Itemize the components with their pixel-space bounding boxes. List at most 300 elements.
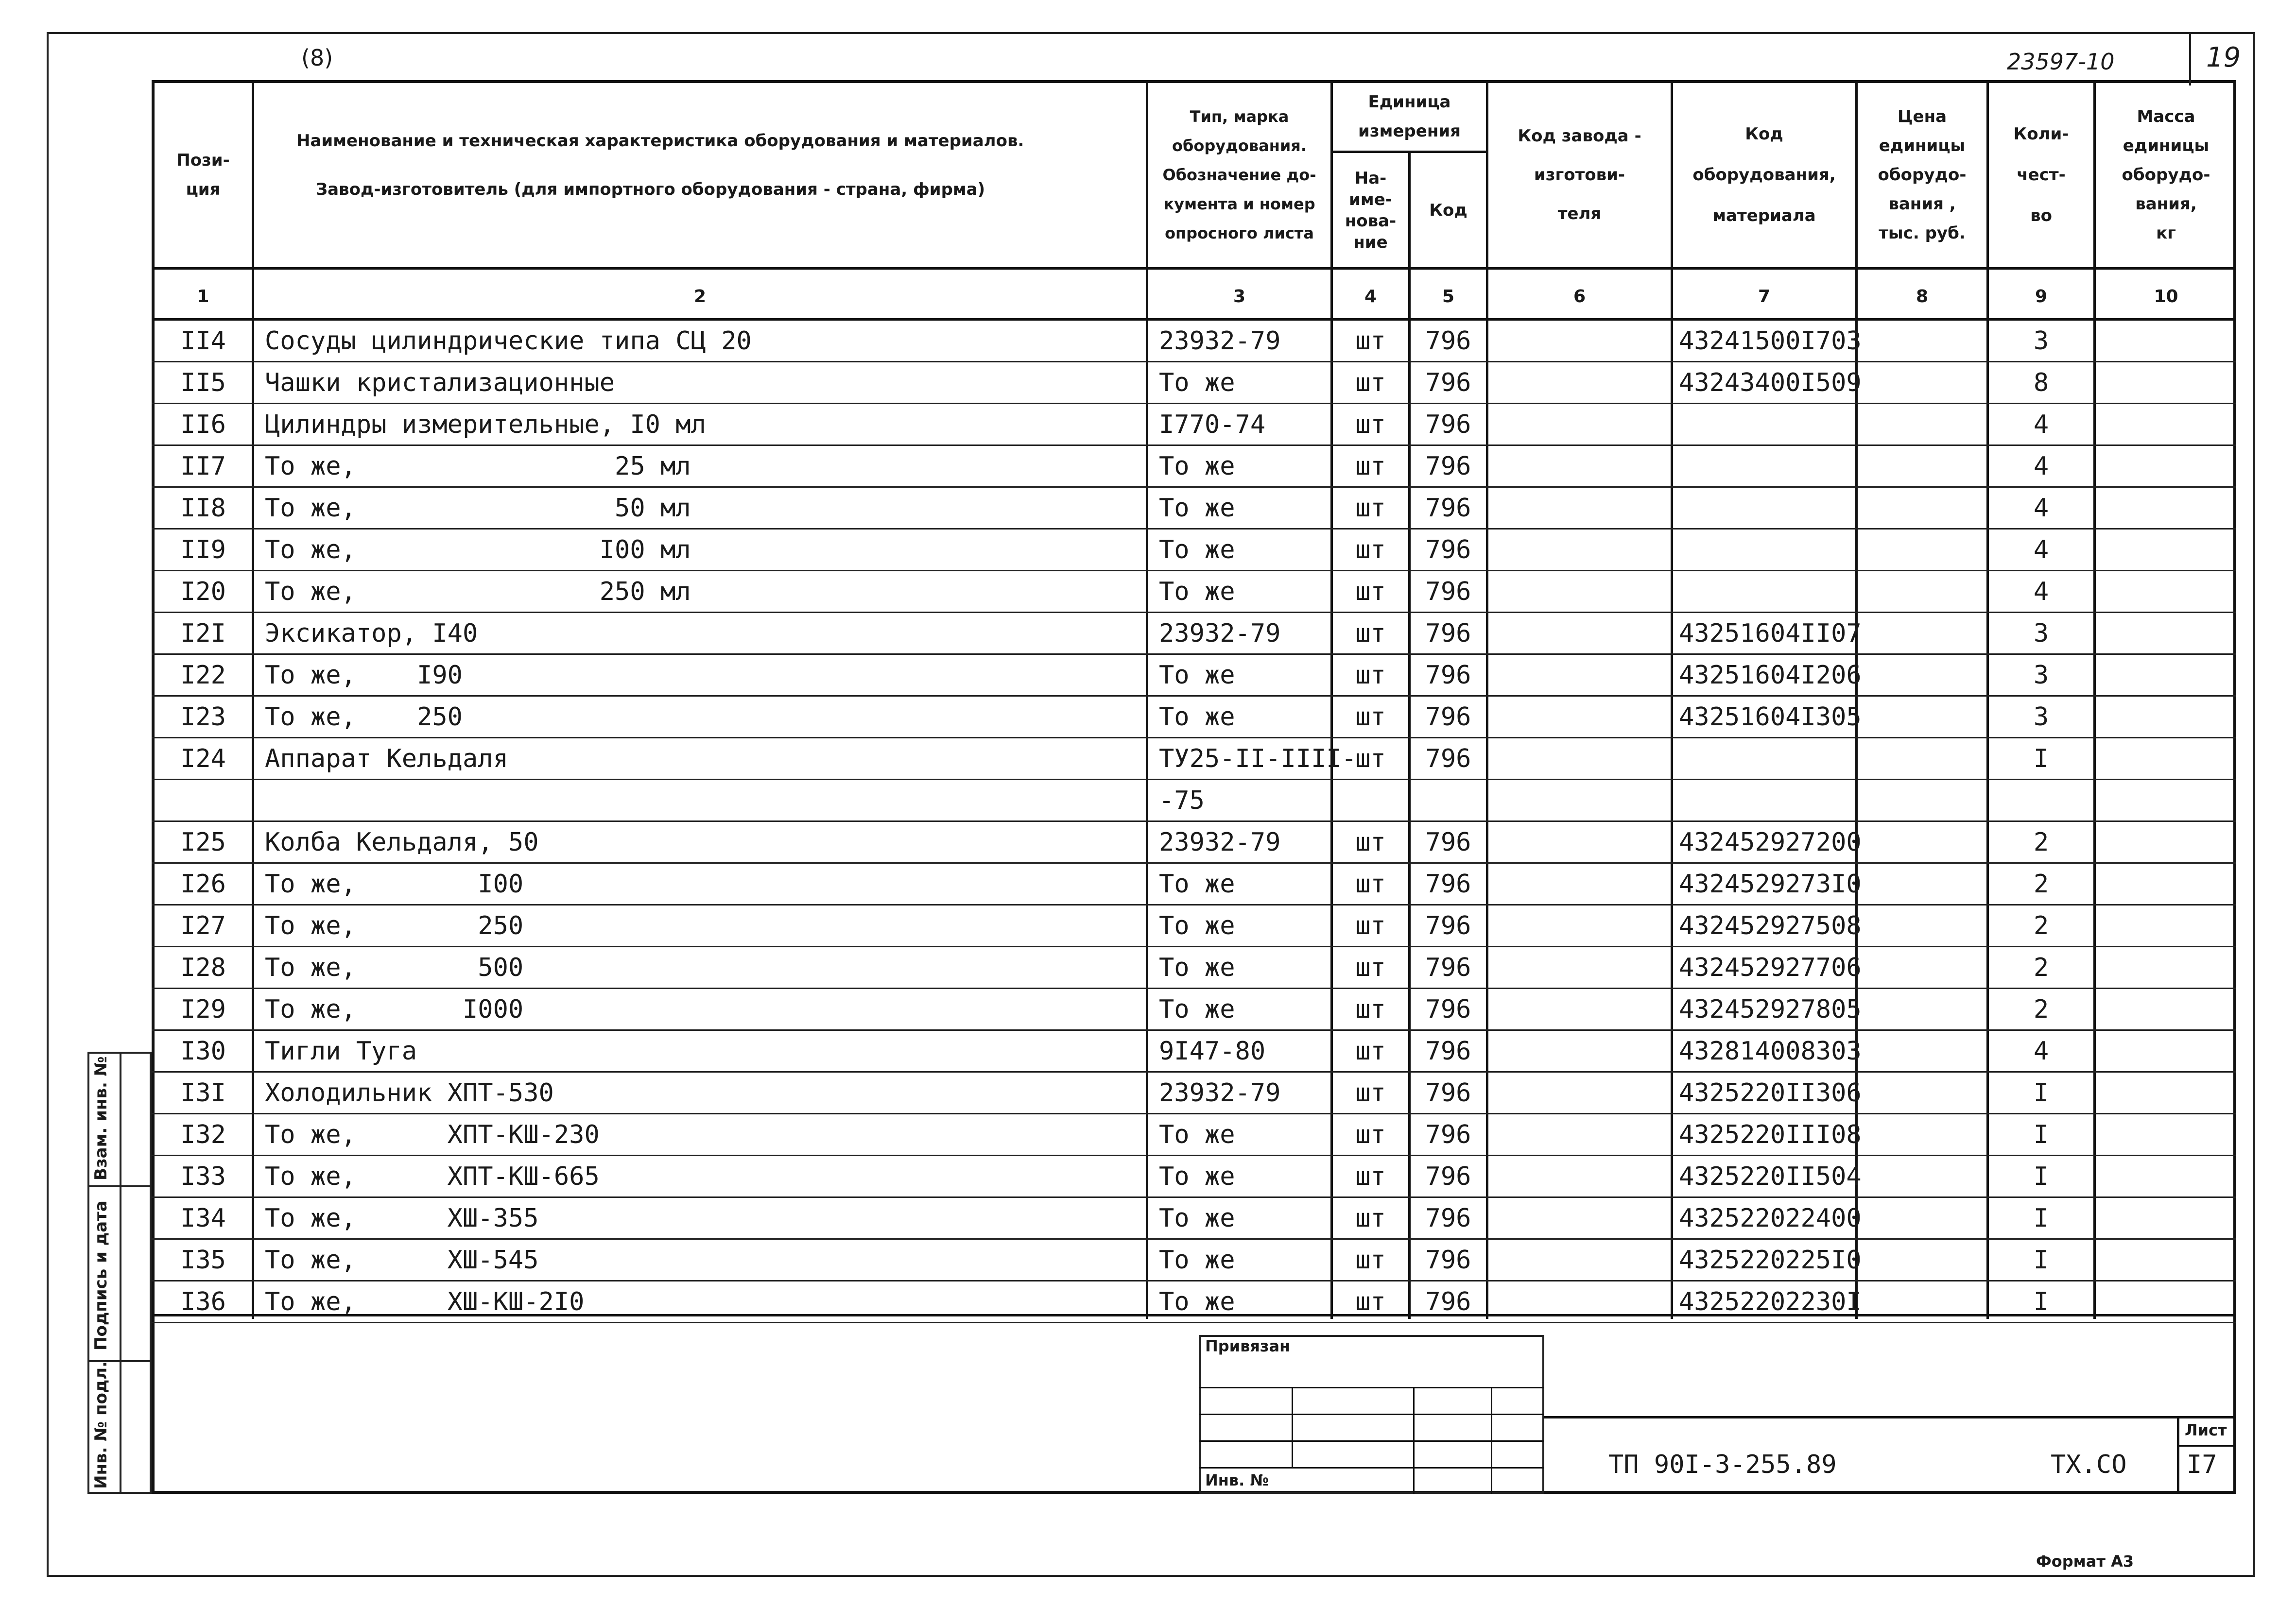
cell-code: 796: [1425, 577, 1471, 606]
cell-pos: I35: [180, 1245, 226, 1275]
cell-type: То же: [1159, 994, 1235, 1024]
cell-qty: I: [2033, 1203, 2049, 1233]
cell-code: 796: [1425, 953, 1471, 982]
cell-factory: [1488, 1156, 1671, 1196]
cell-code: 796: [1425, 451, 1471, 481]
cell-pos: II5: [180, 368, 226, 397]
cell-pos: I36: [180, 1287, 226, 1316]
table-row: [152, 1114, 2236, 1156]
cell-name: Сосуды цилиндрические типа СЦ 20: [265, 326, 752, 356]
cell-code: 796: [1425, 535, 1471, 564]
cell-unit: шт: [1355, 618, 1386, 648]
table-row: [152, 1198, 2236, 1240]
cell-mass: [2096, 822, 2236, 862]
cell-unit: шт: [1355, 1078, 1386, 1108]
format-label: Формат А3: [2036, 1552, 2134, 1571]
cell-type: То же: [1159, 1120, 1235, 1149]
cell-pos: I30: [180, 1036, 226, 1066]
colnum-3: 3: [1233, 286, 1246, 307]
cell-mass: [2096, 1240, 2236, 1280]
cell-type: I770-74: [1159, 410, 1266, 439]
colnum-8: 8: [1916, 286, 1929, 307]
cell-name: То же, I000: [265, 994, 524, 1024]
cell-eq-code: 4324529273I0: [1679, 869, 1862, 899]
cell-mass: [2096, 1073, 2236, 1113]
cell-factory: [1488, 864, 1671, 904]
cell-code: 796: [1425, 660, 1471, 690]
cell-name: То же, ХПТ-КШ-230: [265, 1120, 600, 1149]
cell-unit: шт: [1355, 577, 1386, 606]
cell-code: 796: [1425, 410, 1471, 439]
cell-name: [254, 780, 1146, 820]
table-row: [152, 446, 2236, 488]
cell-eq-code: 432452927200: [1679, 827, 1862, 857]
cell-eq-code: 43251604II07: [1679, 618, 1862, 648]
table-row: [152, 697, 2236, 738]
cell-eq-code: [1673, 571, 1855, 612]
cell-price: [1858, 655, 1986, 695]
cell-pos: I32: [180, 1120, 226, 1149]
cell-price: [1858, 1031, 1986, 1071]
cell-price: [1858, 738, 1986, 779]
cell-unit: шт: [1355, 451, 1386, 481]
cell-type: То же: [1159, 660, 1235, 690]
side-stamp-sep-1: [87, 1185, 152, 1187]
cell-code: [1411, 780, 1486, 820]
cell-eq-code: 4325220II306: [1679, 1078, 1862, 1108]
cell-qty: 2: [2033, 869, 2049, 899]
cell-mass: [2096, 1156, 2236, 1196]
cell-mass: [2096, 446, 2236, 486]
cell-factory: [1488, 362, 1671, 403]
cell-qty: I: [2033, 1245, 2049, 1275]
cell-pos: I22: [180, 660, 226, 690]
cell-mass: [2096, 1114, 2236, 1155]
table-row: [152, 488, 2236, 530]
cell-qty: I: [2033, 1287, 2049, 1316]
cell-pos: I29: [180, 994, 226, 1024]
table-row: [152, 947, 2236, 989]
cell-eq-code: 43243400I509: [1679, 368, 1862, 397]
cell-qty: I: [2033, 1078, 2049, 1108]
cell-mass: [2096, 738, 2236, 779]
stamp-sheet-number: I7: [2187, 1450, 2217, 1479]
cell-qty: I: [2033, 744, 2049, 773]
cell-factory: [1488, 738, 1671, 779]
cell-unit: шт: [1355, 744, 1386, 773]
cell-pos: II7: [180, 451, 226, 481]
cell-unit: шт: [1355, 994, 1386, 1024]
stamp-sheet-label: Лист: [2185, 1421, 2227, 1439]
table-row: [152, 1240, 2236, 1281]
cell-price: [1858, 613, 1986, 653]
stamp-line-a: [1199, 1387, 1544, 1388]
cell-unit: шт: [1355, 911, 1386, 940]
cell-type: То же: [1159, 1287, 1235, 1316]
cell-name: Колба Кельдаля, 50: [265, 827, 539, 857]
stamp-line-b: [1199, 1414, 1544, 1415]
cell-eq-code: 4325220225I0: [1679, 1245, 1862, 1275]
cell-pos: II9: [180, 535, 226, 564]
cell-eq-code: 43241500I703: [1679, 326, 1862, 356]
table-row: [152, 738, 2236, 780]
cell-factory: [1488, 906, 1671, 946]
cell-name: Цилиндры измерительные, I0 мл: [265, 410, 706, 439]
side-label-inv: Инв. № подл.: [91, 1361, 111, 1489]
cell-eq-code: 432452927508: [1679, 911, 1862, 940]
stamp-v3: [1491, 1387, 1492, 1494]
cell-code: 796: [1425, 493, 1471, 523]
cell-price: [1858, 362, 1986, 403]
stamp-sheet-divider: [2177, 1416, 2179, 1494]
cell-unit: шт: [1355, 827, 1386, 857]
cell-mass: [2096, 780, 2236, 820]
cell-mass: [2096, 488, 2236, 528]
stamp-section: ТХ.СО: [2051, 1450, 2127, 1479]
cell-code: 796: [1425, 869, 1471, 899]
table-row: [152, 613, 2236, 655]
cell-code: 796: [1425, 1036, 1471, 1066]
cell-mass: [2096, 321, 2236, 361]
table-row: [152, 530, 2236, 571]
cell-type: То же: [1159, 702, 1235, 732]
header-name-line2: Завод-изготовитель (для импортного оборудования - страна, фирма): [316, 180, 985, 199]
cell-pos: I24: [180, 744, 226, 773]
table-row: [152, 655, 2236, 697]
cell-factory: [1488, 1240, 1671, 1280]
cell-name: То же, ХПТ-КШ-665: [265, 1162, 600, 1191]
cell-unit: шт: [1355, 1120, 1386, 1149]
cell-code: 796: [1425, 744, 1471, 773]
cell-qty: 2: [2033, 911, 2049, 940]
cell-eq-code: [1673, 446, 1855, 486]
cell-factory: [1488, 697, 1671, 737]
stamp-v2: [1413, 1387, 1415, 1494]
cell-mass: [2096, 1198, 2236, 1238]
cell-unit: шт: [1355, 410, 1386, 439]
cell-factory: [1488, 530, 1671, 570]
cell-pos: II6: [180, 410, 226, 439]
cell-eq-code: 43251604I206: [1679, 660, 1862, 690]
cell-qty: 4: [2033, 451, 2049, 481]
cell-unit: шт: [1355, 1162, 1386, 1191]
cell-qty: 4: [2033, 535, 2049, 564]
cell-code: 796: [1425, 1078, 1471, 1108]
cell-factory: [1488, 446, 1671, 486]
cell-mass: [2096, 947, 2236, 988]
cell-eq-code: [1673, 780, 1855, 820]
cell-type: 9I47-80: [1159, 1036, 1266, 1066]
cell-code: 796: [1425, 827, 1471, 857]
cell-qty: 2: [2033, 953, 2049, 982]
cell-factory: [1488, 488, 1671, 528]
cell-code: 796: [1425, 368, 1471, 397]
header-mass: Масса единицы оборудо- вания, кг: [2122, 107, 2210, 243]
cell-name: То же, 50 мл: [265, 493, 691, 523]
cell-qty: [1989, 780, 2093, 820]
cell-name: То же, 500: [265, 953, 524, 982]
cell-pos: I23: [180, 702, 226, 732]
cell-factory: [1488, 655, 1671, 695]
cell-code: 796: [1425, 1287, 1471, 1316]
cell-factory: [1488, 613, 1671, 653]
cell-type: То же: [1159, 869, 1235, 899]
colnum-2: 2: [693, 286, 707, 307]
cell-mass: [2096, 906, 2236, 946]
cell-pos: I2I: [180, 618, 226, 648]
cell-factory: [1488, 1198, 1671, 1238]
cell-pos: II4: [180, 326, 226, 356]
cell-type: 23932-79: [1159, 827, 1281, 857]
cell-price: [1858, 530, 1986, 570]
cell-mass: [2096, 530, 2236, 570]
cell-price: [1858, 446, 1986, 486]
stamp-line-d: [1199, 1467, 1544, 1469]
cell-price: [1858, 989, 1986, 1029]
cell-pos: II8: [180, 493, 226, 523]
cell-qty: 4: [2033, 493, 2049, 523]
cell-name: Эксикатор, I40: [265, 618, 478, 648]
cell-mass: [2096, 864, 2236, 904]
table-row: [152, 780, 2236, 822]
cell-eq-code: 4325220III08: [1679, 1120, 1862, 1149]
side-stamp-divider: [120, 1052, 121, 1494]
cell-mass: [2096, 362, 2236, 403]
cell-unit: шт: [1355, 869, 1386, 899]
stamp-line-c: [1199, 1440, 1544, 1442]
cell-unit: шт: [1355, 368, 1386, 397]
cell-type: -75: [1159, 786, 1205, 815]
cell-code: 796: [1425, 1245, 1471, 1275]
header-name-line1: Наименование и техническая характеристика оборудования и материалов.: [296, 131, 1024, 151]
cell-price: [1858, 697, 1986, 737]
cell-type: 23932-79: [1159, 618, 1281, 648]
side-label-podpis: Подпись и дата: [91, 1200, 111, 1350]
header-price: Цена единицы оборудо- вания , тыс. руб.: [1878, 107, 1967, 243]
cell-eq-code: [1673, 488, 1855, 528]
cell-factory: [1488, 1114, 1671, 1155]
colnum-5: 5: [1442, 286, 1455, 307]
cell-unit: шт: [1355, 535, 1386, 564]
colnum-9: 9: [2035, 286, 2048, 307]
cell-mass: [2096, 697, 2236, 737]
cell-name: То же, ХШ-545: [265, 1245, 539, 1275]
cell-mass: [2096, 404, 2236, 444]
cell-factory: [1488, 822, 1671, 862]
cell-pos: I3I: [180, 1078, 226, 1108]
cell-type: То же: [1159, 577, 1235, 606]
cell-factory: [1488, 947, 1671, 988]
cell-type: То же: [1159, 1162, 1235, 1191]
cell-price: [1858, 780, 1986, 820]
cell-name: Холодильник ХПТ-530: [265, 1078, 554, 1108]
cell-unit: шт: [1355, 660, 1386, 690]
cell-price: [1858, 488, 1986, 528]
table-row: [152, 1156, 2236, 1198]
cell-qty: 3: [2033, 326, 2049, 356]
cell-qty: 4: [2033, 1036, 2049, 1066]
cell-code: 796: [1425, 326, 1471, 356]
cell-unit: шт: [1355, 326, 1386, 356]
colnum-6: 6: [1573, 286, 1586, 307]
cell-name: То же, I90: [265, 660, 463, 690]
cell-qty: 3: [2033, 618, 2049, 648]
cell-price: [1858, 1073, 1986, 1113]
cell-pos: I34: [180, 1203, 226, 1233]
stamp-sheet-line: [2177, 1445, 2236, 1447]
cell-name: То же, 25 мл: [265, 451, 691, 481]
cell-name: Аппарат Кельдаля: [265, 744, 508, 773]
cell-type: То же: [1159, 953, 1235, 982]
header-position: Пози- ция: [176, 151, 230, 199]
header-factory-code: Код завода - изготови- теля: [1518, 126, 1641, 223]
cell-qty: 8: [2033, 368, 2049, 397]
cell-pos: I33: [180, 1162, 226, 1191]
corner-divider: [2189, 32, 2191, 85]
cell-eq-code: 43251604I305: [1679, 702, 1862, 732]
cell-pos: I20: [180, 577, 226, 606]
cell-price: [1858, 571, 1986, 612]
table-row: [152, 906, 2236, 947]
cell-price: [1858, 822, 1986, 862]
table-row: [152, 864, 2236, 906]
cell-qty: 4: [2033, 577, 2049, 606]
table-row: [152, 404, 2236, 446]
cell-factory: [1488, 404, 1671, 444]
cell-eq-code: 43281400830З: [1679, 1036, 1862, 1066]
cell-unit: шт: [1355, 953, 1386, 982]
cell-name: Тигли Туга: [265, 1036, 417, 1066]
cell-price: [1858, 1114, 1986, 1155]
cell-price: [1858, 1198, 1986, 1238]
cell-pos: I28: [180, 953, 226, 982]
cell-type: То же: [1159, 535, 1235, 564]
cell-price: [1858, 1156, 1986, 1196]
cell-name: То же, ХШ-КШ-2I0: [265, 1287, 585, 1316]
cell-type: 23932-79: [1159, 326, 1281, 356]
cell-pos: I26: [180, 869, 226, 899]
cell-price: [1858, 864, 1986, 904]
stamp-main-top: [1544, 1416, 2236, 1418]
cell-unit: шт: [1355, 1245, 1386, 1275]
cell-code: 796: [1425, 1203, 1471, 1233]
cell-factory: [1488, 989, 1671, 1029]
table-row: [152, 822, 2236, 864]
cell-name: То же, I00 мл: [265, 535, 691, 564]
cell-pos: I27: [180, 911, 226, 940]
header-unit-code: Код: [1429, 200, 1467, 220]
table-row: [152, 321, 2236, 362]
cell-name: То же, ХШ-355: [265, 1203, 539, 1233]
cell-factory: [1488, 1031, 1671, 1071]
cell-price: [1858, 1240, 1986, 1280]
cell-mass: [2096, 989, 2236, 1029]
doc-number-corner: 23597-10: [2007, 49, 2115, 75]
sheet-tag: (8): [301, 45, 333, 71]
cell-eq-code: [1673, 738, 1855, 779]
cell-qty: 3: [2033, 702, 2049, 732]
header-unit: Единица измерения: [1358, 92, 1461, 141]
cell-code: 796: [1425, 1162, 1471, 1191]
cell-eq-code: 432522022400: [1679, 1203, 1862, 1233]
cell-name: Чашки кристализационные: [265, 368, 615, 397]
cell-unit: шт: [1355, 1203, 1386, 1233]
cell-eq-code: [1673, 404, 1855, 444]
table-row: [152, 1073, 2236, 1114]
colnum-10: 10: [2154, 286, 2178, 307]
cell-mass: [2096, 1031, 2236, 1071]
cell-name: То же, 250: [265, 911, 524, 940]
cell-unit: шт: [1355, 1287, 1386, 1316]
cell-code: 796: [1425, 911, 1471, 940]
cell-factory: [1488, 571, 1671, 612]
cell-unit: шт: [1355, 702, 1386, 732]
cell-mass: [2096, 613, 2236, 653]
cell-code: 796: [1425, 1120, 1471, 1149]
cell-qty: 3: [2033, 660, 2049, 690]
colnum-7: 7: [1758, 286, 1771, 307]
cell-qty: I: [2033, 1162, 2049, 1191]
table-bottom-line: [152, 1314, 2236, 1316]
table-row: [152, 989, 2236, 1031]
cell-price: [1858, 321, 1986, 361]
stamp-designation: ТП 90I-3-255.89: [1608, 1450, 1837, 1479]
cell-type: 23932-79: [1159, 1078, 1281, 1108]
cell-pos: I25: [180, 827, 226, 857]
page-corner-number: 19: [2206, 42, 2241, 73]
cell-type: То же: [1159, 368, 1235, 397]
cell-mass: [2096, 571, 2236, 612]
cell-factory: [1488, 321, 1671, 361]
cell-factory: [1488, 780, 1671, 820]
cell-mass: [2096, 655, 2236, 695]
cell-price: [1858, 404, 1986, 444]
cell-eq-code: 432452927805: [1679, 994, 1862, 1024]
cell-unit: шт: [1355, 1036, 1386, 1066]
header-equipment-code: Код оборудования, материала: [1692, 124, 1836, 225]
cell-type: То же: [1159, 911, 1235, 940]
cell-type: То же: [1159, 1203, 1235, 1233]
cell-name: То же, 250 мл: [265, 577, 691, 606]
stamp-inv-label: Инв. №: [1205, 1471, 1269, 1489]
cell-code: 796: [1425, 994, 1471, 1024]
cell-qty: 2: [2033, 994, 2049, 1024]
cell-type: То же: [1159, 493, 1235, 523]
header-type: Тип, марка оборудования. Обозначение до- кумента и номер опросного листа: [1162, 107, 1316, 242]
cell-unit: шт: [1355, 493, 1386, 523]
cell-eq-code: 43252202230I: [1679, 1287, 1862, 1316]
cell-price: [1858, 947, 1986, 988]
cell-pos: [155, 780, 252, 820]
cell-name: То же, 250: [265, 702, 463, 732]
cell-type: ТУ25-II-IIII-: [1159, 744, 1357, 773]
cell-qty: 4: [2033, 410, 2049, 439]
table-row: [152, 1031, 2236, 1073]
cell-eq-code: [1673, 530, 1855, 570]
table-row: [152, 1281, 2236, 1323]
stamp-privyazan-label: Привязан: [1205, 1337, 1291, 1355]
stamp-v1: [1292, 1387, 1293, 1467]
cell-eq-code: 4325220II504: [1679, 1162, 1862, 1191]
side-label-vzam: Взам. инв. №: [91, 1056, 111, 1180]
cell-type: То же: [1159, 1245, 1235, 1275]
cell-code: 796: [1425, 618, 1471, 648]
table-row: [152, 571, 2236, 613]
cell-qty: I: [2033, 1120, 2049, 1149]
header-bottom-line: [152, 267, 2236, 270]
cell-price: [1858, 906, 1986, 946]
colnum-1: 1: [197, 286, 209, 307]
